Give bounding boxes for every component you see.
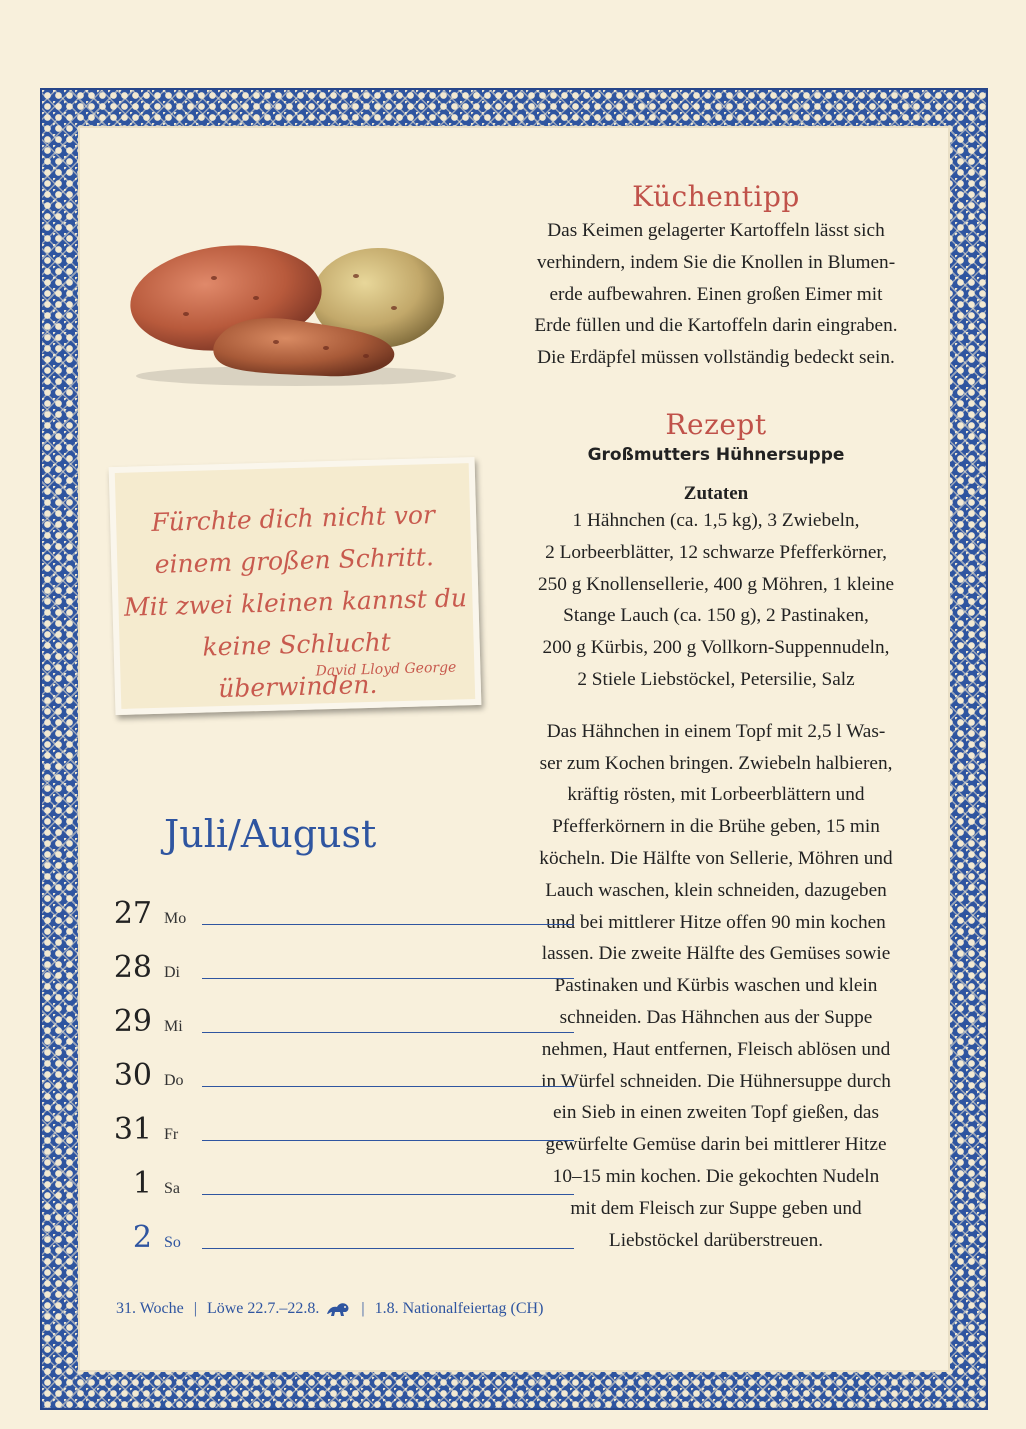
day-row[interactable] bbox=[100, 896, 480, 950]
day-number: 1 bbox=[132, 1166, 152, 1201]
kuechentipp-line: erde aufbewahren. Einen großen Eimer mit bbox=[549, 283, 883, 305]
kuechentipp-line: verhindern, indem Sie die Knollen in Blumen- bbox=[536, 251, 896, 273]
month-title: Juli/August bbox=[164, 812, 377, 856]
method-line: Das Hähnchen in einem Topf mit 2,5 l Was- bbox=[546, 720, 886, 742]
rezept-heading: Rezept bbox=[665, 407, 767, 441]
quote-line: Fürchte dich nicht vor bbox=[150, 500, 436, 537]
weekday-label: Do bbox=[164, 1072, 184, 1089]
zutaten-line: 250 g Knollensellerie, 400 g Möhren, 1 kleine bbox=[537, 573, 895, 595]
holiday-label: 1.8. Nationalfeiertag (CH) bbox=[374, 1300, 544, 1317]
zutaten-list bbox=[500, 505, 932, 696]
day-number: 28 bbox=[113, 950, 152, 985]
zutaten-line: 2 Stiele Liebstöckel, Petersilie, Salz bbox=[577, 668, 855, 690]
recipe-title: Großmutters Hühnersuppe bbox=[587, 444, 845, 465]
method-line: ser zum Kochen bringen. Zwiebeln halbieren, bbox=[539, 752, 893, 774]
day-number: 31 bbox=[113, 1112, 152, 1147]
zutaten-line: Stange Lauch (ca. 150 g), 2 Pastinaken, bbox=[563, 605, 869, 627]
kuechentipp-line: Erde füllen und die Kartoffeln darin eingraben. bbox=[534, 315, 898, 337]
week-label: 31. Woche bbox=[116, 1300, 184, 1317]
weekday-label: Fr bbox=[164, 1126, 179, 1143]
method-line: köcheln. Die Hälfte von Sellerie, Möhren und bbox=[539, 847, 893, 869]
method-line: in Würfel schneiden. Die Hühnersuppe durch bbox=[541, 1070, 891, 1092]
method-line: Liebstöckel darüberstreuen. bbox=[608, 1229, 824, 1251]
footer bbox=[116, 1300, 543, 1318]
method-line: lassen. Die zweite Hälfte des Gemüses sowie bbox=[541, 943, 891, 965]
method-line: ein Sieb in einen zweiten Topf gießen, das bbox=[553, 1102, 879, 1124]
weekday-label: So bbox=[164, 1234, 181, 1251]
kuechentipp-heading: Küchentipp bbox=[632, 180, 800, 213]
weekday-label: Mi bbox=[164, 1018, 183, 1035]
day-row-sunday[interactable] bbox=[100, 1220, 480, 1274]
weekday-label: Sa bbox=[164, 1180, 180, 1197]
quote-line: keine Schlucht überwinden. bbox=[202, 627, 392, 704]
zutaten-heading: Zutaten bbox=[683, 482, 749, 504]
method-line: Pastinaken und Kürbis waschen und klein bbox=[554, 975, 878, 997]
zutaten-line: 2 Lorbeerblätter, 12 schwarze Pfefferkörner, bbox=[545, 541, 887, 563]
quote-author: David Lloyd George bbox=[315, 659, 457, 680]
quote-line: einem großen Schritt. bbox=[154, 542, 435, 579]
zutaten-line: 1 Hähnchen (ca. 1,5 kg), 3 Zwiebeln, bbox=[572, 509, 860, 531]
day-row[interactable] bbox=[100, 950, 480, 1004]
method-line: mit dem Fleisch zur Suppe geben und bbox=[570, 1197, 862, 1219]
calendar-days bbox=[100, 896, 480, 1274]
lion-icon bbox=[325, 1300, 351, 1318]
right-column bbox=[500, 180, 932, 1256]
method-line: gewürfelte Gemüse darin bei mittlerer Hitze bbox=[545, 1134, 887, 1156]
day-number: 30 bbox=[113, 1058, 152, 1093]
method-line: und bei mittlerer Hitze offen 90 min kochen bbox=[546, 911, 886, 933]
method-line: nehmen, Haut entfernen, Fleisch ablösen und bbox=[541, 1038, 891, 1060]
note-line bbox=[202, 1086, 574, 1087]
method-line: kräftig rösten, mit Lorbeerblättern und bbox=[567, 784, 865, 806]
day-number: 29 bbox=[113, 1004, 152, 1039]
zutaten-line: 200 g Kürbis, 200 g Vollkorn-Suppennudeln, bbox=[542, 637, 890, 659]
kuechentipp-text bbox=[500, 215, 932, 374]
weekday-label: Di bbox=[164, 964, 180, 981]
day-row[interactable] bbox=[100, 1004, 480, 1058]
kuechentipp-line: Die Erdäpfel müssen vollständig bedeckt sein. bbox=[537, 347, 895, 369]
method-line: 10–15 min kochen. Die gekochten Nudeln bbox=[552, 1165, 880, 1187]
method-line: Lauch waschen, klein schneiden, dazugeben bbox=[545, 879, 887, 901]
day-number: 2 bbox=[132, 1220, 152, 1255]
zodiac-label: Löwe 22.7.–22.8. bbox=[206, 1300, 320, 1317]
note-line bbox=[202, 978, 574, 979]
note-line bbox=[202, 1032, 574, 1033]
quote-line: Mit zwei kleinen kannst du bbox=[123, 583, 468, 622]
day-row[interactable] bbox=[100, 1112, 480, 1166]
separator: | bbox=[361, 1300, 365, 1317]
day-row[interactable] bbox=[100, 1058, 480, 1112]
kuechentipp-line: Das Keimen gelagerter Kartoffeln lässt sich bbox=[547, 220, 885, 241]
quote-card bbox=[109, 457, 482, 715]
note-line bbox=[202, 1140, 574, 1141]
separator: | bbox=[193, 1300, 197, 1317]
method-text bbox=[500, 716, 932, 1257]
method-line: schneiden. Das Hähnchen aus der Suppe bbox=[559, 1006, 873, 1028]
weekday-label: Mo bbox=[164, 910, 187, 927]
day-number: 27 bbox=[113, 896, 152, 931]
note-line bbox=[202, 1194, 574, 1195]
quote-text bbox=[116, 493, 476, 713]
note-line bbox=[202, 1248, 574, 1249]
potatoes-illustration bbox=[126, 238, 466, 388]
method-line: Pfefferkörnern in die Brühe geben, 15 min bbox=[552, 816, 880, 838]
day-row[interactable] bbox=[100, 1166, 480, 1220]
note-line bbox=[202, 924, 574, 925]
